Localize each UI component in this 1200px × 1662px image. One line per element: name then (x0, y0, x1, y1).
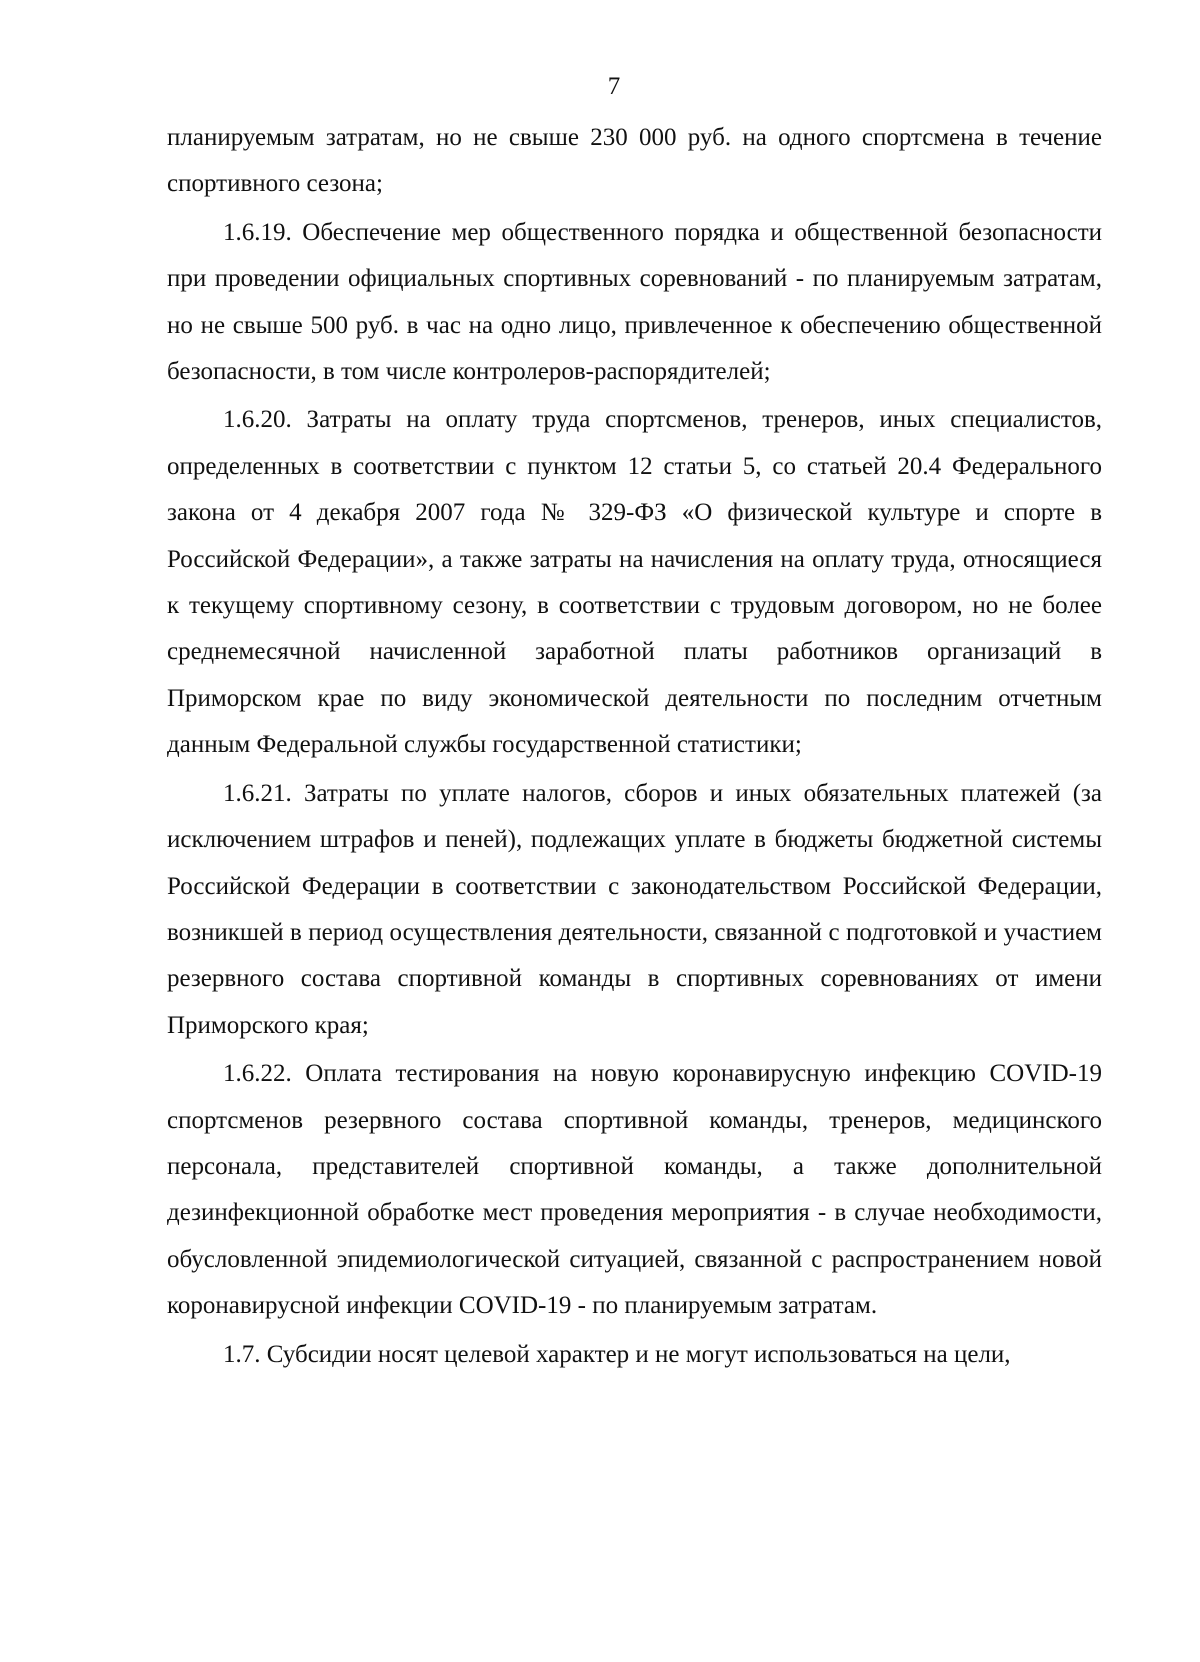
paragraph-1-6-22: 1.6.22. Оплата тестирования на новую коронавирусную инфекцию COVID-19 спортсменов резервного состава спортивной команды, тренеров, медицинского персонала, представителей спортивной команды, а также дополнительной дезинфекционной обработке мест проведения мероприятия - в случае необходимости, обусловленной эпидемиологической ситуацией, связанной с распространением новой коронавирусной инфекции COVID-19 - по планируемым затратам. (167, 1060, 1102, 1320)
paragraph-1-6-19: 1.6.19. Обеспечение мер общественного порядка и общественной безопасности при проведении официальных спортивных соревнований - по планируемым затратам, но не свыше 500 руб. в час на одно лицо, привлеченное к обеспечению общественной безопасности, в том числе контролеров-распорядителей; (167, 218, 1102, 386)
paragraph-1-6-21: 1.6.21. Затраты по уплате налогов, сборов и иных обязательных платежей (за исключением штрафов и пеней), подлежащих уплате в бюджеты бюджетной системы Российской Федерации в соответствии с законодательством Российской Федерации, возникшей в период осуществления деятельности, связанной с подготовкой и участием резервного состава спортивной команды в спортивных соревнованиях от имени Приморского края; (167, 779, 1102, 1039)
paragraph-1-7: 1.7. Субсидии носят целевой характер и не могут использоваться на цели, (223, 1340, 1011, 1368)
page-number: 7 (607, 73, 621, 100)
document-body (167, 115, 1102, 1380)
paragraph-1-6-20: 1.6.20. Затраты на оплату труда спортсменов, тренеров, иных специалистов, определенных в соответствии с пунктом 12 статьи 5, со статьей 20.4 Федерального закона от 4 декабря 2007 года № 329-ФЗ «О физической культуре и спорте в Российской Федерации», а также затраты на начисления на оплату труда, относящиеся к текущему спортивному сезону, в соответствии с трудовым договором, но не более среднемесячной начисленной заработной платы работников организаций в Приморском крае по виду экономической деятельности по последним отчетным данным Федеральной службы государственной статистики; (167, 406, 1102, 759)
paragraph-continuation: планируемым затратам, но не свыше 230 000 руб. на одного спортсмена в течение спортивного сезона; (167, 124, 1102, 198)
